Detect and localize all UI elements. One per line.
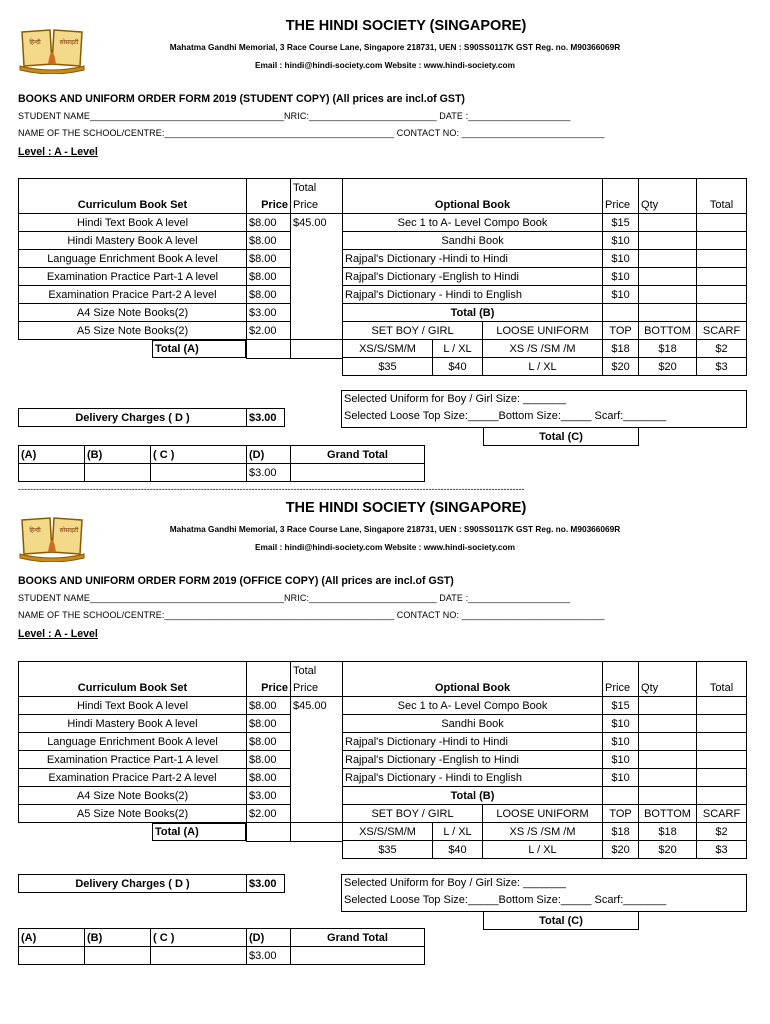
qty-header: Qty xyxy=(639,196,697,214)
optional-book: Rajpal's Dictionary -English to Hindi xyxy=(343,751,603,769)
opt-total-cell[interactable] xyxy=(697,232,747,250)
optional-book: Sec 1 to A- Level Compo Book xyxy=(343,697,603,715)
value-d: $3.00 xyxy=(247,464,291,482)
level-label: Level : A - Level xyxy=(18,628,98,640)
delivery-table xyxy=(18,408,285,427)
scarf-small: $2 xyxy=(697,823,747,841)
book-name: Examination Practice Part-1 A level xyxy=(19,268,247,286)
book-price: $8.00 xyxy=(247,286,291,304)
grand-total-table xyxy=(18,928,425,965)
book-price: $3.00 xyxy=(247,787,291,805)
qty-cell[interactable] xyxy=(639,286,697,304)
optional-book: Rajpal's Dictionary -English to Hindi xyxy=(343,268,603,286)
book-name: Hindi Mastery Book A level xyxy=(19,715,247,733)
price-header: Price xyxy=(247,679,291,697)
form-heading: BOOKS AND UNIFORM ORDER FORM 2019 (STUDENT COPY) (All prices are incl.of GST) xyxy=(18,93,465,105)
grand-total-value[interactable] xyxy=(291,947,425,965)
level-label: Level : A - Level xyxy=(18,146,98,158)
opt-total-cell[interactable] xyxy=(697,733,747,751)
value-a[interactable] xyxy=(19,947,85,965)
society-logo xyxy=(18,512,86,562)
book-name: A4 Size Note Books(2) xyxy=(19,304,247,322)
book-price: $8.00 xyxy=(247,751,291,769)
value-a[interactable] xyxy=(19,464,85,482)
optional-book: Rajpal's Dictionary -Hindi to Hindi xyxy=(343,733,603,751)
uniform-selection-box[interactable] xyxy=(341,874,747,912)
grand-total-label: Grand Total xyxy=(291,446,425,464)
book-name: Examination Pracice Part-2 A level xyxy=(19,769,247,787)
total-b-label: Total (B) xyxy=(343,787,603,805)
delivery-value: $3.00 xyxy=(247,875,285,893)
opt-price: $10 xyxy=(603,268,639,286)
book-name: A4 Size Note Books(2) xyxy=(19,787,247,805)
opt-price: $15 xyxy=(603,214,639,232)
price-header: Price xyxy=(247,196,291,214)
value-b[interactable] xyxy=(85,464,151,482)
book-price: $8.00 xyxy=(247,250,291,268)
bottom-header: BOTTOM xyxy=(639,322,697,340)
opt-total-cell[interactable] xyxy=(697,769,747,787)
book-price: $8.00 xyxy=(247,268,291,286)
delivery-value: $3.00 xyxy=(247,409,285,427)
grand-total-label: Grand Total xyxy=(291,929,425,947)
svg-text:हिन्दी: हिन्दी xyxy=(29,527,41,534)
book-name: Language Enrichment Book A level xyxy=(19,250,247,268)
book-name: Hindi Text Book A level xyxy=(19,697,247,715)
total-c-table xyxy=(483,427,639,446)
bottom-header: BOTTOM xyxy=(639,805,697,823)
set-header: SET BOY / GIRL xyxy=(343,805,483,823)
optional-header: Optional Book xyxy=(343,196,603,214)
uniform-select-line-1[interactable]: Selected Uniform for Boy / Girl Size: _______ xyxy=(344,393,566,405)
book-name: Hindi Mastery Book A level xyxy=(19,232,247,250)
loose-large: L / XL xyxy=(483,841,603,859)
col-c: ( C ) xyxy=(151,446,247,464)
opt-price: $15 xyxy=(603,697,639,715)
delivery-label: Delivery Charges ( D ) xyxy=(19,875,247,893)
top-large: $20 xyxy=(603,358,639,376)
total-b-label: Total (B) xyxy=(343,304,603,322)
form-heading: BOOKS AND UNIFORM ORDER FORM 2019 (OFFICE COPY) (All prices are incl.of GST) xyxy=(18,575,454,587)
opt-total-cell[interactable] xyxy=(697,286,747,304)
book-price: $8.00 xyxy=(247,214,291,232)
value-c[interactable] xyxy=(151,464,247,482)
qty-cell[interactable] xyxy=(639,214,697,232)
curriculum-header: Curriculum Book Set xyxy=(19,679,247,697)
optional-book: Sec 1 to A- Level Compo Book xyxy=(343,214,603,232)
opt-price: $10 xyxy=(603,286,639,304)
top-large: $20 xyxy=(603,841,639,859)
opt-total-cell[interactable] xyxy=(697,715,747,733)
school-field[interactable]: NAME OF THE SCHOOL/CENTRE:_____________________________________________ CONTACT NO: ____________________________ xyxy=(18,610,605,620)
total-c-table xyxy=(483,911,639,930)
book-price: $8.00 xyxy=(247,715,291,733)
org-contact: Email : hindi@hindi-society.com Website : www.hindi-society.com xyxy=(255,542,515,552)
total-c-label: Total (C) xyxy=(484,428,639,446)
office-copy xyxy=(0,482,770,962)
org-title: THE HINDI SOCIETY (SINGAPORE) xyxy=(285,500,527,516)
book-name: Hindi Text Book A level xyxy=(19,214,247,232)
opt-price: $10 xyxy=(603,250,639,268)
loose-small: XS /S /SM /M xyxy=(483,823,603,841)
delivery-table xyxy=(18,874,285,893)
book-name: Examination Practice Part-1 A level xyxy=(19,751,247,769)
uniform-select-line-2[interactable]: Selected Loose Top Size:_____Bottom Size:_____ Scarf:_______ xyxy=(344,410,667,422)
set-small-price: $35 xyxy=(343,358,433,376)
opt-price: $10 xyxy=(603,232,639,250)
optional-book: Sandhi Book xyxy=(343,232,603,250)
total-price-header-1: Total xyxy=(291,179,343,197)
set-header: SET BOY / GIRL xyxy=(343,322,483,340)
bottom-large: $20 xyxy=(639,841,697,859)
qty-cell[interactable] xyxy=(639,715,697,733)
size-small: XS/S/SM/M xyxy=(343,340,433,358)
book-price: $8.00 xyxy=(247,769,291,787)
org-contact: Email : hindi@hindi-society.com Website : www.hindi-society.com xyxy=(255,60,515,70)
col-b: (B) xyxy=(85,446,151,464)
size-large: L / XL xyxy=(433,823,483,841)
scarf-large: $3 xyxy=(697,841,747,859)
col-a: (A) xyxy=(19,929,85,947)
student-name-field[interactable]: STUDENT NAME______________________________________NRIC:_________________________ DATE :____________________ xyxy=(18,593,571,603)
curriculum-table xyxy=(18,661,343,842)
optional-book: Rajpal's Dictionary - Hindi to English xyxy=(343,769,603,787)
total-price-header-1: Total xyxy=(291,662,343,680)
uniform-select-line-2[interactable]: Selected Loose Top Size:_____Bottom Size:_____ Scarf:_______ xyxy=(344,894,667,906)
book-price: $8.00 xyxy=(247,733,291,751)
bottom-small: $18 xyxy=(639,823,697,841)
student-name-field[interactable]: STUDENT NAME______________________________________NRIC:_________________________ DATE :____________________ xyxy=(18,111,571,121)
optional-table xyxy=(342,178,747,376)
optional-header: Optional Book xyxy=(343,679,603,697)
opt-price: $10 xyxy=(603,769,639,787)
school-field[interactable]: NAME OF THE SCHOOL/CENTRE:_____________________________________________ CONTACT NO: ____________________________ xyxy=(18,128,605,138)
opt-total-cell[interactable] xyxy=(697,697,747,715)
opt-total-header: Total xyxy=(697,196,747,214)
opt-price: $10 xyxy=(603,751,639,769)
scarf-header: SCARF xyxy=(697,322,747,340)
book-price: $3.00 xyxy=(247,304,291,322)
book-price: $8.00 xyxy=(247,232,291,250)
optional-book: Rajpal's Dictionary -Hindi to Hindi xyxy=(343,250,603,268)
grand-total-value[interactable] xyxy=(291,464,425,482)
opt-total-cell[interactable] xyxy=(697,751,747,769)
top-small: $18 xyxy=(603,823,639,841)
total-price-header-2: Price xyxy=(291,196,343,214)
set-small-price: $35 xyxy=(343,841,433,859)
col-c: ( C ) xyxy=(151,929,247,947)
optional-book: Sandhi Book xyxy=(343,715,603,733)
qty-cell[interactable] xyxy=(639,232,697,250)
loose-header: LOOSE UNIFORM xyxy=(483,322,603,340)
col-d: (D) xyxy=(247,446,291,464)
loose-large: L / XL xyxy=(483,358,603,376)
bottom-small: $18 xyxy=(639,340,697,358)
uniform-select-line-1[interactable]: Selected Uniform for Boy / Girl Size: _______ xyxy=(344,877,566,889)
book-name: A5 Size Note Books(2) xyxy=(19,805,247,823)
value-c[interactable] xyxy=(151,947,247,965)
qty-cell[interactable] xyxy=(639,769,697,787)
col-d: (D) xyxy=(247,929,291,947)
curriculum-header: Curriculum Book Set xyxy=(19,196,247,214)
set-large-price: $40 xyxy=(433,841,483,859)
qty-cell[interactable] xyxy=(639,268,697,286)
top-header: TOP xyxy=(603,805,639,823)
col-a: (A) xyxy=(19,446,85,464)
scarf-small: $2 xyxy=(697,340,747,358)
opt-total-cell[interactable] xyxy=(697,214,747,232)
uniform-selection-box[interactable] xyxy=(341,390,747,428)
opt-total-header: Total xyxy=(697,679,747,697)
grand-total-table xyxy=(18,445,425,482)
size-small: XS/S/SM/M xyxy=(343,823,433,841)
top-small: $18 xyxy=(603,340,639,358)
qty-cell[interactable] xyxy=(639,250,697,268)
opt-price-header: Price xyxy=(603,679,639,697)
col-b: (B) xyxy=(85,929,151,947)
optional-table xyxy=(342,661,747,859)
value-b[interactable] xyxy=(85,947,151,965)
opt-total-cell[interactable] xyxy=(697,268,747,286)
loose-header: LOOSE UNIFORM xyxy=(483,805,603,823)
set-large-price: $40 xyxy=(433,358,483,376)
value-d: $3.00 xyxy=(247,947,291,965)
total-price-value: $45.00 xyxy=(291,697,343,715)
qty-cell[interactable] xyxy=(639,751,697,769)
svg-text:हिन्दी: हिन्दी xyxy=(29,39,41,46)
book-name: Language Enrichment Book A level xyxy=(19,733,247,751)
top-header: TOP xyxy=(603,322,639,340)
optional-book: Rajpal's Dictionary - Hindi to English xyxy=(343,286,603,304)
bottom-large: $20 xyxy=(639,358,697,376)
org-title: THE HINDI SOCIETY (SINGAPORE) xyxy=(285,18,527,34)
qty-cell[interactable] xyxy=(639,697,697,715)
opt-price: $10 xyxy=(603,733,639,751)
total-price-value: $45.00 xyxy=(291,214,343,232)
book-price: $2.00 xyxy=(247,805,291,823)
svg-text:सोसाइटी: सोसाइटी xyxy=(59,39,79,46)
scarf-large: $3 xyxy=(697,358,747,376)
delivery-label: Delivery Charges ( D ) xyxy=(19,409,247,427)
opt-total-cell[interactable] xyxy=(697,250,747,268)
total-price-header-2: Price xyxy=(291,679,343,697)
size-large: L / XL xyxy=(433,340,483,358)
book-price: $2.00 xyxy=(247,322,291,340)
book-price: $8.00 xyxy=(247,697,291,715)
book-name: Examination Pracice Part-2 A level xyxy=(19,286,247,304)
org-address: Mahatma Gandhi Memorial, 3 Race Course Lane, Singapore 218731, UEN : S90SS0117K GST Reg. no. M90366069R xyxy=(169,42,621,52)
opt-price-header: Price xyxy=(603,196,639,214)
curriculum-table xyxy=(18,178,343,359)
cut-line: ------------------------------------------------------------------------------------------------------------------------------------------------------------------------- xyxy=(18,484,525,494)
total-a-label: Total (A) xyxy=(152,340,246,358)
svg-text:सोसाइटी: सोसाइटी xyxy=(59,527,79,534)
total-a-label: Total (A) xyxy=(152,823,246,841)
opt-price: $10 xyxy=(603,715,639,733)
loose-small: XS /S /SM /M xyxy=(483,340,603,358)
qty-cell[interactable] xyxy=(639,733,697,751)
student-copy xyxy=(0,0,770,480)
total-c-label: Total (C) xyxy=(484,912,639,930)
org-address: Mahatma Gandhi Memorial, 3 Race Course Lane, Singapore 218731, UEN : S90SS0117K GST Reg. no. M90366069R xyxy=(169,524,621,534)
book-name: A5 Size Note Books(2) xyxy=(19,322,247,340)
qty-header: Qty xyxy=(639,679,697,697)
scarf-header: SCARF xyxy=(697,805,747,823)
